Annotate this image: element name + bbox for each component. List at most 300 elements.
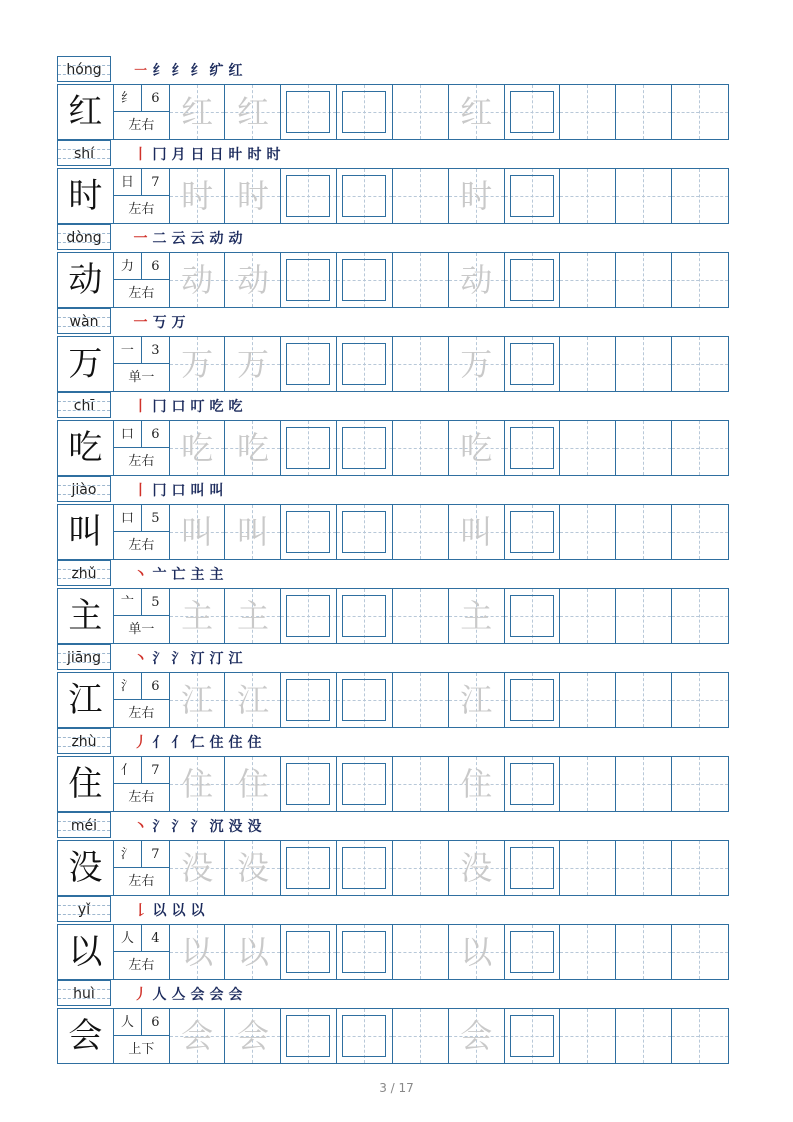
writing-square bbox=[286, 343, 330, 385]
stroke-step: 以 bbox=[171, 903, 186, 919]
blank-writing-cell[interactable] bbox=[672, 421, 728, 475]
trace-cell[interactable] bbox=[170, 1009, 226, 1063]
trace-cell[interactable] bbox=[225, 169, 281, 223]
boxed-writing-cell[interactable] bbox=[337, 841, 393, 895]
blank-writing-cell[interactable] bbox=[560, 85, 616, 139]
boxed-writing-cell[interactable] bbox=[337, 421, 393, 475]
trace-cell[interactable] bbox=[449, 589, 505, 643]
stroke-step: 动 bbox=[228, 231, 243, 247]
model-character: 江 bbox=[58, 673, 114, 727]
blank-writing-cell[interactable] bbox=[393, 925, 449, 979]
stroke-step: 氵 bbox=[152, 819, 167, 835]
trace-character: 以 bbox=[460, 933, 493, 971]
blank-writing-cell[interactable] bbox=[616, 841, 672, 895]
blank-writing-cell[interactable] bbox=[672, 925, 728, 979]
stroke-step: 纟 bbox=[171, 63, 186, 79]
trace-character: 动 bbox=[181, 261, 214, 299]
character-entry bbox=[57, 56, 729, 140]
radical: 亠 bbox=[114, 589, 142, 616]
boxed-writing-cell[interactable] bbox=[337, 169, 393, 223]
trace-cell[interactable] bbox=[170, 673, 226, 727]
trace-cell[interactable] bbox=[449, 505, 505, 559]
stroke-step: 以 bbox=[152, 903, 167, 919]
stroke-step: 氵 bbox=[171, 819, 186, 835]
structure: 左右 bbox=[128, 454, 155, 469]
boxed-writing-cell[interactable] bbox=[337, 1009, 393, 1063]
blank-writing-cell[interactable] bbox=[393, 421, 449, 475]
writing-square bbox=[510, 847, 554, 889]
trace-cell[interactable] bbox=[170, 421, 226, 475]
blank-writing-cell[interactable] bbox=[616, 757, 672, 811]
model-character: 没 bbox=[58, 841, 114, 895]
blank-writing-cell[interactable] bbox=[672, 337, 728, 391]
writing-square bbox=[510, 595, 554, 637]
stroke-step: 亡 bbox=[171, 567, 186, 583]
trace-character: 吃 bbox=[181, 429, 214, 467]
character-info bbox=[114, 925, 170, 979]
trace-character: 以 bbox=[236, 933, 269, 971]
stroke-order bbox=[131, 984, 245, 1006]
writing-square bbox=[286, 175, 330, 217]
pinyin-label: chī bbox=[73, 398, 95, 414]
stroke-step: 亻 bbox=[171, 735, 186, 751]
trace-cell[interactable] bbox=[225, 421, 281, 475]
stroke-step: 会 bbox=[228, 987, 243, 1003]
trace-character: 住 bbox=[236, 765, 269, 803]
radical: 口 bbox=[114, 505, 142, 532]
boxed-writing-cell[interactable] bbox=[337, 589, 393, 643]
trace-character: 江 bbox=[460, 681, 493, 719]
trace-cell[interactable] bbox=[449, 757, 505, 811]
worksheet bbox=[57, 56, 729, 1064]
blank-writing-cell[interactable] bbox=[672, 505, 728, 559]
writing-square bbox=[286, 679, 330, 721]
boxed-writing-cell[interactable] bbox=[505, 925, 561, 979]
boxed-writing-cell[interactable] bbox=[281, 85, 337, 139]
stroke-order bbox=[131, 228, 245, 250]
stroke-step: 冂 bbox=[152, 147, 167, 163]
blank-writing-cell[interactable] bbox=[672, 253, 728, 307]
trace-character: 以 bbox=[181, 933, 214, 971]
blank-writing-cell[interactable] bbox=[616, 253, 672, 307]
boxed-writing-cell[interactable] bbox=[505, 85, 561, 139]
trace-cell[interactable] bbox=[449, 925, 505, 979]
stroke-count: 6 bbox=[142, 673, 169, 700]
trace-cell[interactable] bbox=[170, 589, 226, 643]
pinyin-box bbox=[57, 980, 111, 1006]
trace-cell[interactable] bbox=[449, 253, 505, 307]
boxed-writing-cell[interactable] bbox=[337, 925, 393, 979]
radical: 纟 bbox=[114, 85, 142, 112]
trace-character: 没 bbox=[460, 849, 493, 887]
boxed-writing-cell[interactable] bbox=[281, 1009, 337, 1063]
stroke-step: 口 bbox=[171, 399, 186, 415]
stroke-step: 日 bbox=[190, 147, 205, 163]
trace-cell[interactable] bbox=[449, 421, 505, 475]
writing-square bbox=[286, 1015, 330, 1057]
stroke-step: 亠 bbox=[152, 567, 167, 583]
stroke-count: 4 bbox=[142, 925, 169, 952]
blank-writing-cell[interactable] bbox=[560, 421, 616, 475]
blank-writing-cell[interactable] bbox=[616, 589, 672, 643]
trace-cell[interactable] bbox=[170, 841, 226, 895]
trace-cell[interactable] bbox=[449, 337, 505, 391]
blank-writing-cell[interactable] bbox=[560, 925, 616, 979]
blank-writing-cell[interactable] bbox=[560, 841, 616, 895]
blank-writing-cell[interactable] bbox=[393, 169, 449, 223]
stroke-count: 6 bbox=[142, 253, 169, 280]
trace-character: 主 bbox=[236, 597, 269, 635]
writing-square bbox=[510, 1015, 554, 1057]
character-entry bbox=[57, 140, 729, 224]
blank-writing-cell[interactable] bbox=[560, 169, 616, 223]
trace-cell[interactable] bbox=[449, 1009, 505, 1063]
blank-writing-cell[interactable] bbox=[616, 421, 672, 475]
radical: 氵 bbox=[114, 673, 142, 700]
stroke-step: 主 bbox=[190, 567, 205, 583]
boxed-writing-cell[interactable] bbox=[505, 589, 561, 643]
stroke-step: 氵 bbox=[152, 651, 167, 667]
blank-writing-cell[interactable] bbox=[616, 505, 672, 559]
stroke-step: 一 bbox=[133, 315, 148, 331]
boxed-writing-cell[interactable] bbox=[337, 757, 393, 811]
blank-writing-cell[interactable] bbox=[672, 1009, 728, 1063]
trace-character: 吃 bbox=[236, 429, 269, 467]
stroke-step: 人 bbox=[152, 987, 167, 1003]
model-character: 叫 bbox=[58, 505, 114, 559]
boxed-writing-cell[interactable] bbox=[281, 505, 337, 559]
structure: 左右 bbox=[128, 538, 155, 553]
trace-cell[interactable] bbox=[225, 337, 281, 391]
blank-writing-cell[interactable] bbox=[560, 253, 616, 307]
pinyin-box bbox=[57, 476, 111, 502]
trace-character: 红 bbox=[236, 93, 269, 131]
stroke-step: 二 bbox=[152, 231, 167, 247]
trace-cell[interactable] bbox=[225, 673, 281, 727]
stroke-order bbox=[131, 480, 226, 502]
blank-writing-cell[interactable] bbox=[393, 337, 449, 391]
writing-square bbox=[342, 175, 386, 217]
model-character: 以 bbox=[58, 925, 114, 979]
stroke-count: 3 bbox=[142, 337, 169, 364]
stroke-step: 丶 bbox=[133, 567, 148, 583]
trace-character: 住 bbox=[460, 765, 493, 803]
practice-row bbox=[57, 924, 729, 980]
boxed-writing-cell[interactable] bbox=[281, 589, 337, 643]
trace-cell[interactable] bbox=[225, 1009, 281, 1063]
stroke-step: 住 bbox=[209, 735, 224, 751]
structure: 左右 bbox=[128, 286, 155, 301]
trace-cell[interactable] bbox=[225, 85, 281, 139]
practice-row bbox=[57, 84, 729, 140]
blank-writing-cell[interactable] bbox=[393, 1009, 449, 1063]
stroke-step: 月 bbox=[171, 147, 186, 163]
trace-cell[interactable] bbox=[170, 169, 226, 223]
stroke-order bbox=[131, 900, 207, 922]
practice-row bbox=[57, 672, 729, 728]
stroke-step: 时 bbox=[247, 147, 262, 163]
structure: 左右 bbox=[128, 202, 155, 217]
stroke-count: 5 bbox=[142, 505, 169, 532]
trace-cell[interactable] bbox=[170, 505, 226, 559]
blank-writing-cell[interactable] bbox=[560, 505, 616, 559]
boxed-writing-cell[interactable] bbox=[281, 253, 337, 307]
trace-character: 主 bbox=[460, 597, 493, 635]
radical: 亻 bbox=[114, 757, 142, 784]
blank-writing-cell[interactable] bbox=[393, 757, 449, 811]
stroke-count: 6 bbox=[142, 1009, 169, 1036]
trace-cell[interactable] bbox=[449, 673, 505, 727]
pinyin-box bbox=[57, 896, 111, 922]
blank-writing-cell[interactable] bbox=[672, 673, 728, 727]
blank-writing-cell[interactable] bbox=[672, 85, 728, 139]
boxed-writing-cell[interactable] bbox=[281, 673, 337, 727]
blank-writing-cell[interactable] bbox=[616, 169, 672, 223]
stroke-step: 冂 bbox=[152, 399, 167, 415]
structure: 左右 bbox=[128, 790, 155, 805]
trace-character: 时 bbox=[460, 177, 493, 215]
structure: 左右 bbox=[128, 958, 155, 973]
blank-writing-cell[interactable] bbox=[560, 337, 616, 391]
writing-square bbox=[342, 931, 386, 973]
blank-writing-cell[interactable] bbox=[616, 673, 672, 727]
trace-cell[interactable] bbox=[170, 337, 226, 391]
boxed-writing-cell[interactable] bbox=[281, 757, 337, 811]
writing-square bbox=[342, 847, 386, 889]
trace-cell[interactable] bbox=[225, 925, 281, 979]
character-entry bbox=[57, 308, 729, 392]
stroke-step: 吃 bbox=[228, 399, 243, 415]
trace-cell[interactable] bbox=[170, 925, 226, 979]
pinyin-box bbox=[57, 56, 111, 82]
stroke-step: 丶 bbox=[133, 651, 148, 667]
pinyin-label: zhù bbox=[71, 734, 97, 750]
character-entry bbox=[57, 644, 729, 728]
pinyin-box bbox=[57, 644, 111, 670]
blank-writing-cell[interactable] bbox=[393, 589, 449, 643]
stroke-step: 江 bbox=[228, 651, 243, 667]
blank-writing-cell[interactable] bbox=[616, 925, 672, 979]
boxed-writing-cell[interactable] bbox=[281, 337, 337, 391]
boxed-writing-cell[interactable] bbox=[337, 337, 393, 391]
stroke-step: 口 bbox=[171, 483, 186, 499]
trace-character: 叫 bbox=[460, 513, 493, 551]
structure: 单一 bbox=[128, 622, 155, 637]
boxed-writing-cell[interactable] bbox=[505, 169, 561, 223]
boxed-writing-cell[interactable] bbox=[281, 925, 337, 979]
writing-square bbox=[286, 931, 330, 973]
blank-writing-cell[interactable] bbox=[616, 337, 672, 391]
radical: 人 bbox=[114, 925, 142, 952]
blank-writing-cell[interactable] bbox=[560, 1009, 616, 1063]
structure: 单一 bbox=[128, 370, 155, 385]
stroke-step: 云 bbox=[171, 231, 186, 247]
trace-cell[interactable] bbox=[225, 253, 281, 307]
page-number: 3 / 17 bbox=[379, 1081, 414, 1095]
model-character: 红 bbox=[58, 85, 114, 139]
writing-square bbox=[342, 679, 386, 721]
trace-cell[interactable] bbox=[225, 757, 281, 811]
boxed-writing-cell[interactable] bbox=[505, 337, 561, 391]
trace-character: 万 bbox=[181, 345, 214, 383]
boxed-writing-cell[interactable] bbox=[505, 253, 561, 307]
model-character: 时 bbox=[58, 169, 114, 223]
trace-cell[interactable] bbox=[449, 169, 505, 223]
trace-cell[interactable] bbox=[170, 253, 226, 307]
trace-cell[interactable] bbox=[170, 757, 226, 811]
stroke-order bbox=[131, 564, 226, 586]
pinyin-label: wàn bbox=[69, 314, 99, 330]
character-entry bbox=[57, 980, 729, 1064]
blank-writing-cell[interactable] bbox=[672, 169, 728, 223]
character-info bbox=[114, 337, 170, 391]
radical: 口 bbox=[114, 421, 142, 448]
blank-writing-cell[interactable] bbox=[560, 757, 616, 811]
blank-writing-cell[interactable] bbox=[560, 673, 616, 727]
stroke-step: 亼 bbox=[171, 987, 186, 1003]
stroke-order bbox=[131, 648, 245, 670]
trace-character: 叫 bbox=[236, 513, 269, 551]
character-info bbox=[114, 421, 170, 475]
trace-character: 红 bbox=[460, 93, 493, 131]
stroke-step: 会 bbox=[190, 987, 205, 1003]
character-info bbox=[114, 253, 170, 307]
writing-square bbox=[510, 511, 554, 553]
blank-writing-cell[interactable] bbox=[672, 589, 728, 643]
practice-row bbox=[57, 420, 729, 476]
trace-character: 叫 bbox=[181, 513, 214, 551]
trace-character: 会 bbox=[181, 1017, 214, 1055]
trace-character: 江 bbox=[236, 681, 269, 719]
pinyin-label: méi bbox=[70, 818, 98, 834]
stroke-step: 一 bbox=[133, 231, 148, 247]
character-info bbox=[114, 841, 170, 895]
stroke-count: 5 bbox=[142, 589, 169, 616]
pinyin-label: jiào bbox=[71, 482, 97, 498]
writing-square bbox=[286, 91, 330, 133]
stroke-step: 丨 bbox=[133, 399, 148, 415]
pinyin-label: yǐ bbox=[77, 902, 91, 918]
boxed-writing-cell[interactable] bbox=[281, 841, 337, 895]
stroke-step: 以 bbox=[190, 903, 205, 919]
stroke-order bbox=[131, 312, 188, 334]
character-entry bbox=[57, 560, 729, 644]
trace-cell[interactable] bbox=[170, 85, 226, 139]
boxed-writing-cell[interactable] bbox=[337, 85, 393, 139]
stroke-step: 云 bbox=[190, 231, 205, 247]
trace-character: 会 bbox=[460, 1017, 493, 1055]
boxed-writing-cell[interactable] bbox=[337, 253, 393, 307]
character-info bbox=[114, 589, 170, 643]
stroke-step: 主 bbox=[209, 567, 224, 583]
character-entry bbox=[57, 392, 729, 476]
stroke-step: 没 bbox=[247, 819, 262, 835]
model-character: 会 bbox=[58, 1009, 114, 1063]
trace-cell[interactable] bbox=[449, 841, 505, 895]
blank-writing-cell[interactable] bbox=[393, 253, 449, 307]
trace-character: 动 bbox=[236, 261, 269, 299]
writing-square bbox=[342, 595, 386, 637]
boxed-writing-cell[interactable] bbox=[281, 169, 337, 223]
trace-character: 住 bbox=[181, 765, 214, 803]
trace-character: 会 bbox=[236, 1017, 269, 1055]
character-entry bbox=[57, 728, 729, 812]
practice-row bbox=[57, 756, 729, 812]
stroke-step: 会 bbox=[209, 987, 224, 1003]
trace-cell[interactable] bbox=[225, 841, 281, 895]
writing-square bbox=[342, 91, 386, 133]
trace-character: 动 bbox=[460, 261, 493, 299]
stroke-step: 旪 bbox=[228, 147, 243, 163]
blank-writing-cell[interactable] bbox=[616, 1009, 672, 1063]
stroke-count: 6 bbox=[142, 85, 169, 112]
boxed-writing-cell[interactable] bbox=[505, 757, 561, 811]
writing-square bbox=[510, 343, 554, 385]
model-character: 住 bbox=[58, 757, 114, 811]
trace-cell[interactable] bbox=[225, 505, 281, 559]
writing-square bbox=[342, 1015, 386, 1057]
stroke-step: 纟 bbox=[190, 63, 205, 79]
model-character: 万 bbox=[58, 337, 114, 391]
stroke-step: 丿 bbox=[133, 735, 148, 751]
boxed-writing-cell[interactable] bbox=[505, 1009, 561, 1063]
writing-square bbox=[286, 511, 330, 553]
stroke-step: 𠄌 bbox=[133, 903, 148, 919]
boxed-writing-cell[interactable] bbox=[281, 421, 337, 475]
boxed-writing-cell[interactable] bbox=[505, 421, 561, 475]
boxed-writing-cell[interactable] bbox=[505, 841, 561, 895]
writing-square bbox=[510, 175, 554, 217]
stroke-count: 6 bbox=[142, 421, 169, 448]
trace-cell[interactable] bbox=[225, 589, 281, 643]
boxed-writing-cell[interactable] bbox=[337, 673, 393, 727]
blank-writing-cell[interactable] bbox=[393, 673, 449, 727]
writing-square bbox=[286, 427, 330, 469]
trace-cell[interactable] bbox=[449, 85, 505, 139]
stroke-order bbox=[131, 60, 245, 82]
writing-square bbox=[286, 847, 330, 889]
character-entry bbox=[57, 812, 729, 896]
pinyin-box bbox=[57, 140, 111, 166]
blank-writing-cell[interactable] bbox=[393, 85, 449, 139]
stroke-step: 叫 bbox=[190, 483, 205, 499]
pinyin-box bbox=[57, 308, 111, 334]
practice-row bbox=[57, 1008, 729, 1064]
stroke-step: 冂 bbox=[152, 483, 167, 499]
stroke-step: 丂 bbox=[152, 315, 167, 331]
boxed-writing-cell[interactable] bbox=[337, 505, 393, 559]
trace-character: 没 bbox=[181, 849, 214, 887]
trace-character: 吃 bbox=[460, 429, 493, 467]
stroke-step: 汀 bbox=[190, 651, 205, 667]
blank-writing-cell[interactable] bbox=[560, 589, 616, 643]
boxed-writing-cell[interactable] bbox=[505, 505, 561, 559]
writing-square bbox=[342, 511, 386, 553]
blank-writing-cell[interactable] bbox=[393, 505, 449, 559]
boxed-writing-cell[interactable] bbox=[505, 673, 561, 727]
writing-square bbox=[510, 679, 554, 721]
blank-writing-cell[interactable] bbox=[616, 85, 672, 139]
radical: 力 bbox=[114, 253, 142, 280]
trace-character: 时 bbox=[181, 177, 214, 215]
blank-writing-cell[interactable] bbox=[672, 757, 728, 811]
writing-square bbox=[286, 595, 330, 637]
stroke-step: 丶 bbox=[133, 819, 148, 835]
blank-writing-cell[interactable] bbox=[672, 841, 728, 895]
pinyin-label: huì bbox=[73, 986, 95, 1002]
radical: 人 bbox=[114, 1009, 142, 1036]
blank-writing-cell[interactable] bbox=[393, 841, 449, 895]
